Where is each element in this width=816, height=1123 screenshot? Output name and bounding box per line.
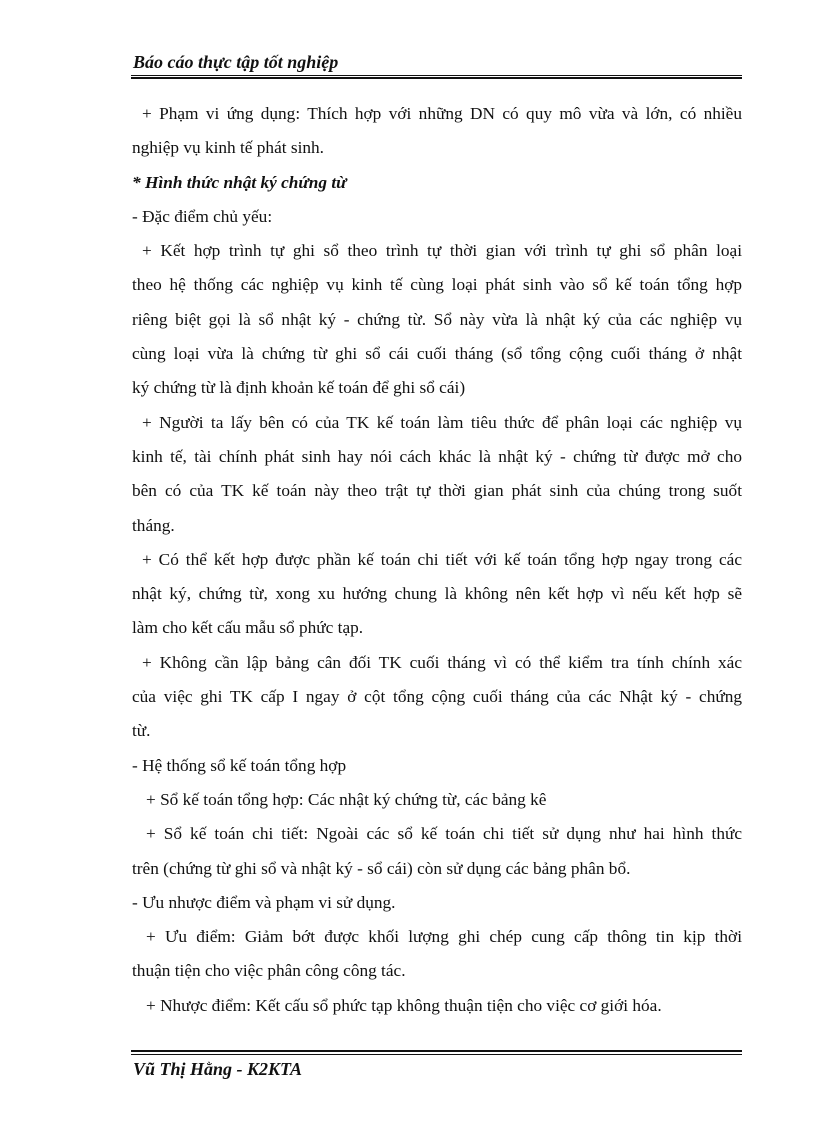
header-rule-bottom xyxy=(131,77,742,79)
paragraph-line: nghiệp vụ kinh tế phát sinh. xyxy=(132,138,324,158)
footer-rule-top xyxy=(131,1050,742,1052)
paragraph-line: ký chứng từ là định khoản kế toán để ghi sổ cái) xyxy=(132,378,466,398)
paragraph-line: + Người ta lấy bên có của TK kế toán làm tiêu thức để phân loại các nghiệp vụ xyxy=(142,412,742,432)
paragraph-line: từ. xyxy=(132,721,151,741)
paragraph-line: cùng loại vừa là chứng từ ghi sổ cái cuối tháng (sổ tổng cộng cuối tháng ở nhật xyxy=(132,344,742,364)
paragraph-line: tháng. xyxy=(132,515,175,535)
paragraph-line: nhật ký, chứng từ, xong xu hướng chung là không nên kết hợp vì nếu kết hợp sẽ xyxy=(132,584,742,604)
paragraph-line: trên (chứng từ ghi sổ và nhật ký - sổ cái) còn sử dụng các bảng phân bổ. xyxy=(132,858,631,878)
paragraph-line: của việc ghi TK cấp I ngay ở cột tổng cộng cuối tháng của các Nhật ký - chứng xyxy=(132,687,742,707)
paragraph-line: - Hệ thống sổ kế toán tổng hợp xyxy=(132,755,347,775)
paragraph-line: theo hệ thống các nghiệp vụ kinh tế cùng loại phát sinh vào sổ kế toán tổng hợp xyxy=(132,275,742,295)
paragraph-line: thuận tiện cho việc phân công công tác. xyxy=(132,961,406,981)
paragraph-line: riêng biệt gọi là sổ nhật ký - chứng từ. Sổ này vừa là nhật ký của các nghiệp vụ xyxy=(132,309,742,329)
footer-rule-bottom xyxy=(131,1054,742,1055)
paragraph-line: + Không cần lập bảng cân đối TK cuối tháng vì có thể kiểm tra tính chính xác xyxy=(142,652,742,672)
paragraph-line: + Kết hợp trình tự ghi sổ theo trình tự thời gian với trình tự ghi sổ phân loại xyxy=(142,241,742,261)
paragraph-line: - Ưu nhược điểm và phạm vi sử dụng. xyxy=(132,892,396,912)
document-body xyxy=(132,97,742,1023)
paragraph-line: + Sổ kế toán tổng hợp: Các nhật ký chứng từ, các bảng kê xyxy=(146,789,547,809)
paragraph-line: kinh tế, tài chính phát sinh hay nói cách khác là nhật ký - chứng từ được mở cho xyxy=(132,446,742,466)
header-rule-top xyxy=(131,75,742,76)
paragraph-line: + Có thể kết hợp được phần kế toán chi tiết với kế toán tổng hợp ngay trong các xyxy=(142,549,742,569)
paragraph-line: - Đặc điểm chủ yếu: xyxy=(132,206,273,226)
page-footer-author: Vũ Thị Hằng - K2KTA xyxy=(133,1059,303,1079)
paragraph-line: + Nhược điểm: Kết cấu sổ phức tạp không thuận tiện cho việc cơ giới hóa. xyxy=(146,995,662,1015)
page-header-title: Báo cáo thực tập tốt nghiệp xyxy=(133,52,339,72)
paragraph-line: bên có của TK kế toán này theo trật tự thời gian phát sinh của chúng trong suốt xyxy=(132,481,742,501)
section-heading: * Hình thức nhật ký chứng từ xyxy=(132,172,347,192)
paragraph-line: + Sổ kế toán chi tiết: Ngoài các sổ kế toán chi tiết sử dụng như hai hình thức xyxy=(146,824,742,844)
paragraph-line: + Phạm vi ứng dụng: Thích hợp với những DN có quy mô vừa và lớn, có nhiều xyxy=(142,104,742,123)
paragraph-line: làm cho kết cấu mẫu sổ phức tạp. xyxy=(132,618,364,638)
paragraph-line: + Ưu điểm: Giảm bớt được khối lượng ghi chép cung cấp thông tin kịp thời xyxy=(146,927,742,947)
